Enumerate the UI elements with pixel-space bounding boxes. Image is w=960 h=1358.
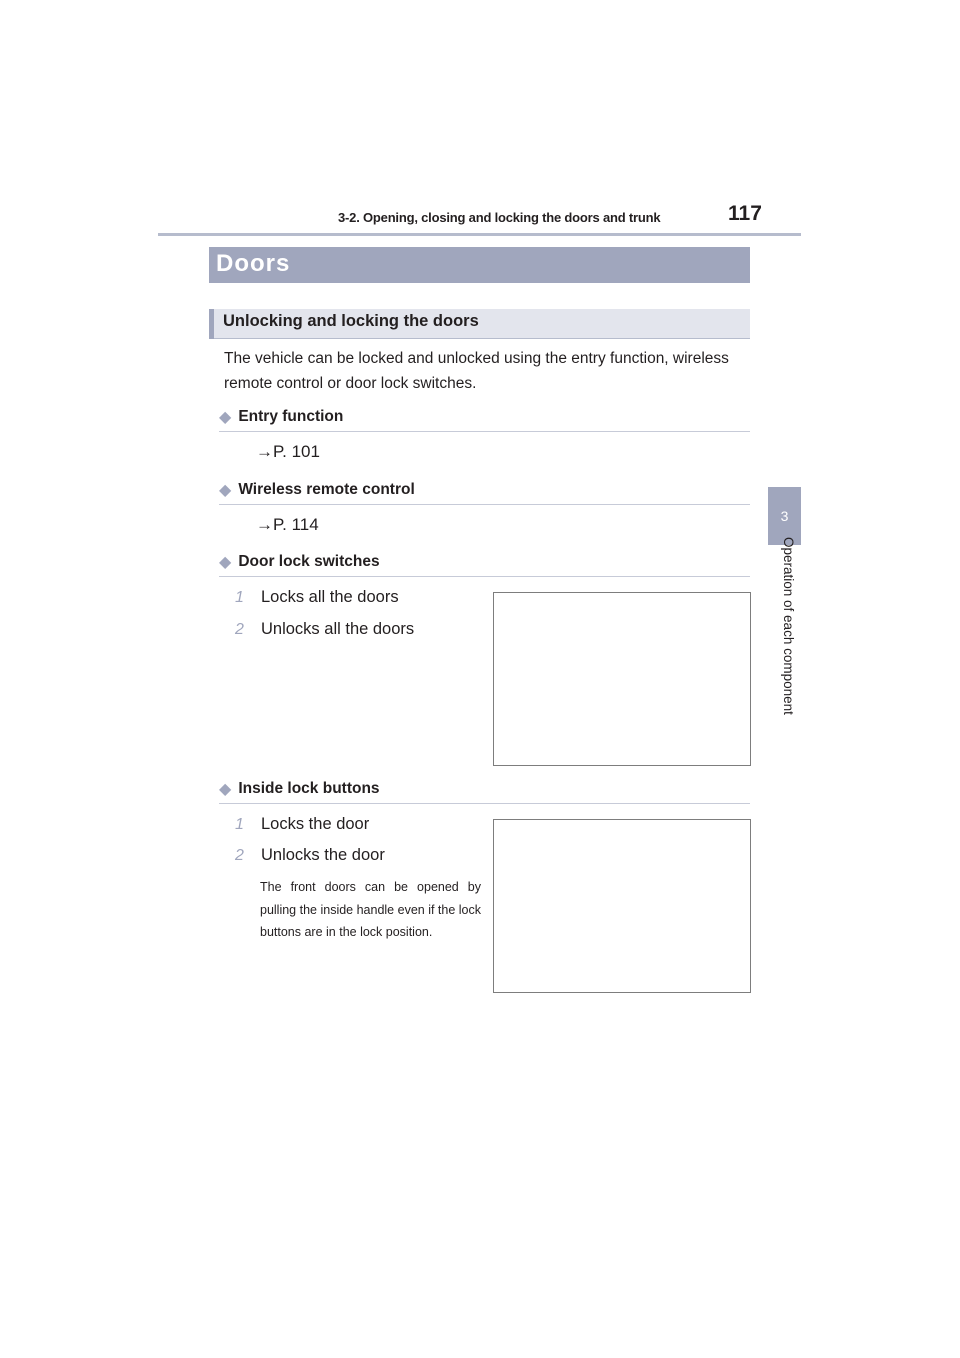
- step-number: 2: [235, 846, 244, 864]
- item-divider: [219, 431, 750, 432]
- chapter-tab: 3: [768, 487, 801, 545]
- diamond-bullet-icon: ◆: [219, 554, 232, 571]
- diamond-bullet-icon: ◆: [219, 781, 232, 798]
- item-heading-door-lock-switches: [219, 552, 380, 572]
- step-number: 2: [235, 620, 244, 638]
- item-title: Door lock switches: [238, 553, 380, 570]
- step-item: [235, 815, 369, 834]
- subsection-accent: [209, 309, 214, 339]
- chapter-tab-label: Operation of each component: [781, 537, 796, 715]
- diamond-bullet-icon: ◆: [219, 482, 232, 499]
- subsection-title: Unlocking and locking the doors: [223, 312, 479, 330]
- step-text: Locks all the doors: [261, 588, 399, 606]
- section-title: Doors: [216, 250, 291, 277]
- item-divider: [219, 504, 750, 505]
- item-heading-wireless-remote: [219, 480, 415, 500]
- step-item: [235, 588, 399, 607]
- header-divider: [158, 233, 801, 236]
- page-reference-link[interactable]: →P. 101: [256, 442, 320, 461]
- step-item: [235, 846, 385, 865]
- step-text: Unlocks all the doors: [261, 620, 415, 638]
- chapter-header-title: 3-2. Opening, closing and locking the doors and trunk: [338, 210, 661, 225]
- figure-placeholder: [493, 592, 751, 766]
- step-item: [235, 620, 414, 639]
- step-text: Locks the door: [261, 815, 370, 833]
- item-title: Inside lock buttons: [238, 780, 380, 797]
- step-number: 1: [235, 815, 244, 833]
- page-reference-link[interactable]: →P. 114: [256, 515, 319, 534]
- item-title: Entry function: [238, 408, 344, 425]
- step-number: 1: [235, 588, 244, 606]
- page-number: 117: [728, 202, 762, 225]
- step-text: Unlocks the door: [261, 846, 385, 864]
- item-heading-inside-lock-buttons: [219, 779, 380, 799]
- item-divider: [219, 576, 750, 577]
- diamond-bullet-icon: ◆: [219, 409, 232, 426]
- note-paragraph: The front doors can be opened by pulling the inside handle even if the lock buttons are in the lock position.: [260, 880, 481, 939]
- intro-paragraph: The vehicle can be locked and unlocked using the entry function, wireless remote control or door lock switches.: [224, 350, 729, 392]
- item-title: Wireless remote control: [238, 481, 415, 498]
- figure-placeholder: [493, 819, 751, 993]
- item-divider: [219, 803, 750, 804]
- item-heading-entry-function: [219, 407, 343, 427]
